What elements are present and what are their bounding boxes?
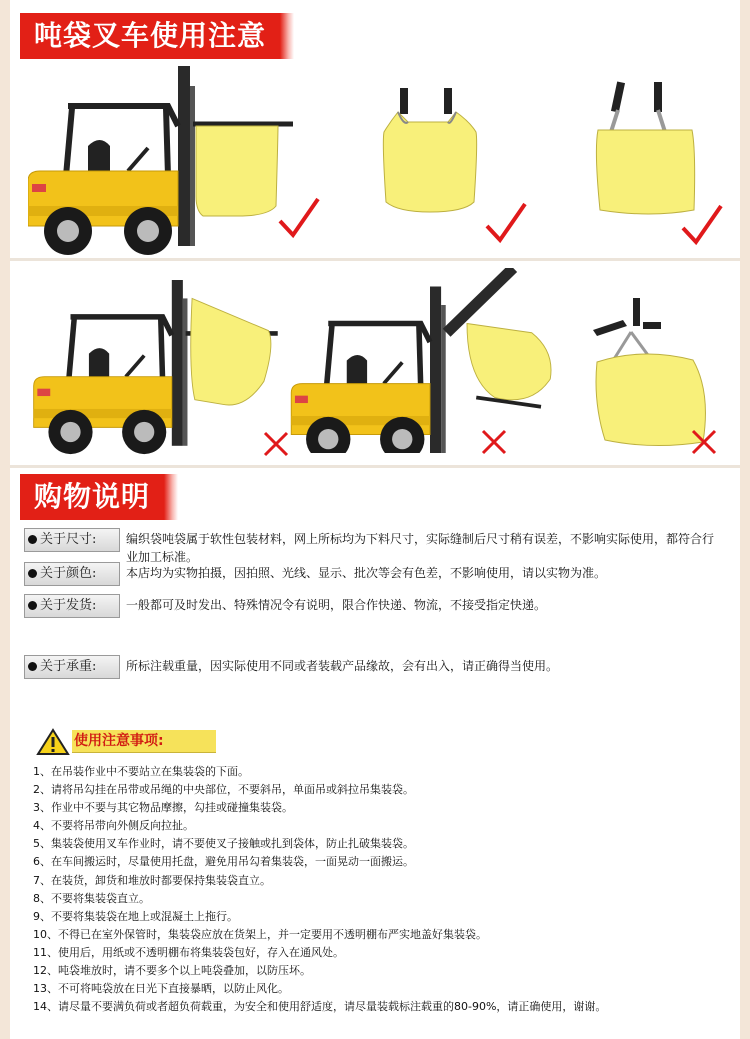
bullet-icon	[28, 535, 37, 544]
list-item: 6、在车间搬运时，尽量使用托盘，避免用吊勾着集装袋，一面晃动一面搬运。	[33, 855, 414, 869]
bullet-icon	[28, 569, 37, 578]
info-label: 关于承重:	[24, 655, 120, 679]
forklift-bag-tilted-wrong	[28, 280, 288, 455]
list-item: 2、请将吊勾挂在吊带或吊绳的中央部位，不要斜吊，单面吊或斜拉吊集装袋。	[33, 783, 414, 797]
list-item: 14、请尽量不要满负荷或者超负荷载重，为安全和使用舒适度，请尽量装载标注载重的80-90%，请正确使用，谢谢。	[33, 1000, 607, 1014]
list-item: 8、不要将集装袋直立。	[33, 891, 150, 905]
rules-list	[33, 763, 733, 1016]
bag-hung-by-loops-correct	[378, 82, 483, 214]
section-title-forklift: 吨袋叉车使用注意	[20, 13, 280, 59]
info-text: 所标注载重量，因实际使用不同或者装载产品缘故，会有出入，请正确得当使用。	[126, 659, 559, 673]
cross-mark-icon	[480, 428, 508, 456]
info-text: 本店均为实物拍摄，因拍照、光线、显示、批次等会有色差，不影响使用，请以实物为准。	[126, 566, 607, 580]
check-mark-icon	[680, 202, 724, 248]
list-item: 11、使用后，用纸或不透明棚布将集装袋包好，存入在通风处。	[33, 945, 344, 959]
notice-title: 使用注意事项:	[72, 730, 216, 753]
info-label: 关于尺寸:	[24, 528, 120, 552]
info-text: 一般都可及时发出、特殊情况令有说明，限合作快递、物流，不接受指定快递。	[126, 598, 547, 612]
bullet-icon	[28, 662, 37, 671]
list-item: 5、集装袋使用叉车作业时，请不要使叉子接触或扎到袋体，防止扎破集装袋。	[33, 837, 414, 851]
check-mark-icon	[484, 200, 528, 246]
forklift-lifting-bag-correct	[28, 66, 298, 256]
bullet-icon	[28, 601, 37, 610]
list-item: 13、不可将吨袋放在日光下直接暴晒，以防止风化。	[33, 982, 289, 996]
list-item: 1、在吊装作业中不要站立在集装袋的下面。	[33, 765, 249, 778]
info-label: 关于颜色:	[24, 562, 120, 586]
bag-hung-one-side-wrong	[583, 292, 713, 447]
info-label: 关于发货:	[24, 594, 120, 618]
divider	[10, 258, 740, 261]
list-item: 4、不要将吊带向外侧反向拉扯。	[33, 819, 194, 833]
list-item: 10、不得已在室外保管时，集装袋应放在货架上，并一定要用不透明棚布严实地盖好集装袋。	[33, 927, 487, 941]
cross-mark-icon	[690, 428, 718, 456]
info-text: 编织袋吨袋属于软性包装材料，网上所标均为下料尺寸，实际缝制后尺寸稍有误差，不影响实际使用，都符合行业加工标准。	[126, 532, 715, 564]
bag-hung-by-straps-correct	[590, 80, 705, 220]
section-title-purchase: 购物说明	[20, 474, 164, 520]
list-item: 12、吨袋堆放时，请不要多个以上吨袋叠加，以防压坏。	[33, 964, 311, 978]
check-mark-icon	[277, 195, 321, 241]
cross-mark-icon	[262, 430, 290, 458]
list-item: 3、作业中不要与其它物品摩擦，勾挂或碰撞集装袋。	[33, 801, 293, 815]
list-item: 7、在装货，卸货和堆放时都要保持集装袋直立。	[33, 873, 271, 887]
list-item: 9、不要将集装袋在地上或混凝土上拖行。	[33, 909, 238, 923]
warning-triangle-icon	[36, 728, 70, 756]
forklift-bag-punctured-wrong	[290, 268, 570, 453]
divider	[10, 465, 740, 468]
